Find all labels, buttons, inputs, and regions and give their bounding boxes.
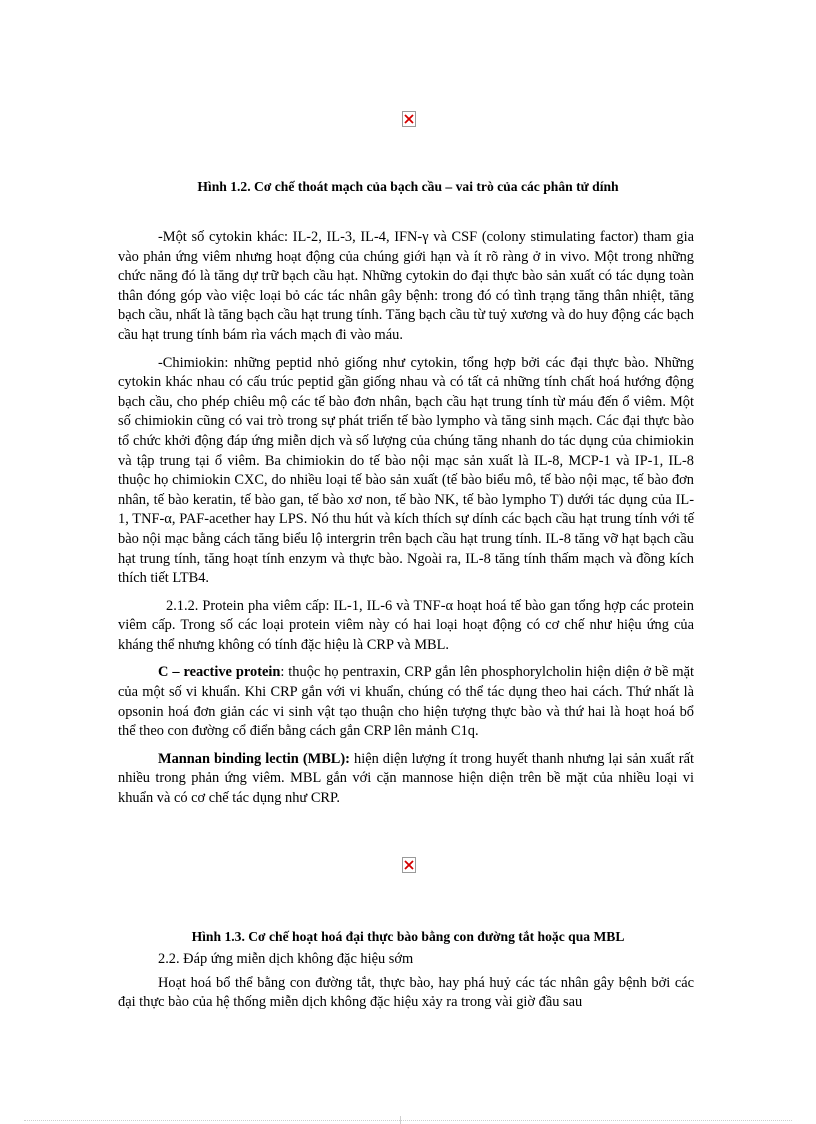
paragraph-crp — [118, 663, 694, 741]
broken-image-x-mark — [404, 114, 414, 124]
paragraph-other-cytokines: -Một số cytokin khác: IL-2, IL-3, IL-4, IFN-γ và CSF (colony stimulating factor) tham gia vào phản ứng viêm nhưng hoạt động của chúng giới hạn và ít rõ ràng ở in vivo. Một trong những chức năng đó là tăng dự trữ bạch cầu hạt. Những cytokin do đại thực bào sản xuất có tác dụng toàn thân đóng góp vào việc loại bỏ các tác nhân gây bệnh: trong đó có tình trạng tăng thân nhiệt, tăng bạch cầu, nhất là tăng bạch cầu hạt trung tính. Tăng bạch cầu từ tuỷ xương và do huy động các bạch cầu hạt trung tính bám rìa vách mạch đi vào máu. — [118, 229, 694, 343]
figure-caption-1-2: Hình 1.2. Cơ chế thoát mạch của bạch cầu – vai trò của các phân tử dính — [197, 179, 619, 194]
broken-image-icon — [402, 857, 416, 873]
term-crp: C – reactive protein — [158, 664, 281, 681]
paragraph-mbl-text: hiện diện lượng ít trong huyết thanh nhưng lại sản xuất rất nhiều trong phản ứng viêm. MBL gắn với cặn mannose hiện diện trên bề mặt của nhiều loại vi khuẩn và có cơ chế tác dụng như CRP. — [118, 750, 694, 807]
paragraph-chimiokin: -Chimiokin: những peptid nhỏ giống như cytokin, tổng hợp bởi các đại thực bào. Những cytokin khác nhau có cấu trúc peptid gần giống nhau và có tất cả những tính chất hoá hướng động bạch cầu, cho phép chiêu mộ các tế bào đơn nhân, bạch cầu hạt trung tính từ máu đến ổ viêm. Một số chimiokin cũng có vai trò trong sự phát triển tế bào lympho và tăng sinh mạch. Các đại thực bào tổ chức khởi động đáp ứng miễn dịch và số lượng của chúng tăng nhanh do tác dụng của chimiokin và tập trung tại ổ viêm. Ba chimiokin do tế bào nội mạc sản xuất là IL-8, MCP-1 và IP-1, IL-8 thuộc họ chimiokin CXC, do nhiều loại tế bào sản xuất (tế bào biểu mô, tế bào nội mạc, tế bào đơn nhân, tế bào keratin, tế bào gan, tế bào xơ non, tế bào NK, tế bào lympho T) dưới tác dụng của IL-1, TNF-α, PAF-acether hay LPS. Nó thu hút và kích thích sự dính các bạch cầu hạt trung tính với tế bào nội mạc bằng cách tăng biểu lộ intergrin trên bạch cầu hạt trung tính. IL-8 tăng vỡ hạt bạch cầu hạt trung tính, tăng hoạt tính enzym và thực bào. Ngoài ra, IL-8 tăng tính thấm mạch và đồng kích thích tiết LTB4. — [118, 354, 694, 587]
paragraph-crp-text: : thuộc họ pentraxin, CRP gắn lên phosphorylcholin hiện diện ở bề mặt của một số vi khuẩn. Khi CRP gắn với vi khuẩn, chúng có thể tác dụng theo hai cách. Thứ nhất là opsonin hoá đơn giản các vi sinh vật tạo thuận cho hiện tượng thực bào và thứ hai là hoạt hoá bổ thể theo con đường cổ điển bằng cách gắn CRP lên mảnh C1q. — [118, 664, 694, 740]
broken-image-icon — [402, 111, 416, 127]
paragraph-mbl — [118, 750, 694, 809]
broken-image-x-mark — [404, 860, 414, 870]
figure-caption-1-3: Hình 1.3. Cơ chế hoạt hoá đại thực bào bằng con đường tắt hoặc qua MBL — [191, 929, 625, 944]
body-text-block-2 — [118, 950, 694, 1013]
paragraph-acute-phase-protein: 2.1.2. Protein pha viêm cấp: IL-1, IL-6 và TNF-α hoạt hoá tế bào gan tổng hợp các protein viêm cấp. Trong số các loại protein viêm này có hai loại hoạt động có cơ chế như hiệu ứng của kháng thể nhưng không có tính đặc hiệu là CRP và MBL. — [118, 597, 694, 653]
section-heading-2-2: 2.2. Đáp ứng miễn dịch không đặc hiệu sớm — [158, 951, 414, 967]
paragraph-early-innate-response: Hoạt hoá bổ thể bằng con đường tắt, thực bào, hay phá huỷ các tác nhân gây bệnh bởi các đại thực bào của hệ thống miễn dịch không đặc hiệu xảy ra trong vài giờ đầu sau — [118, 974, 694, 1011]
term-mbl: Mannan binding lectin (MBL): — [158, 750, 350, 767]
body-text-block — [118, 228, 694, 809]
